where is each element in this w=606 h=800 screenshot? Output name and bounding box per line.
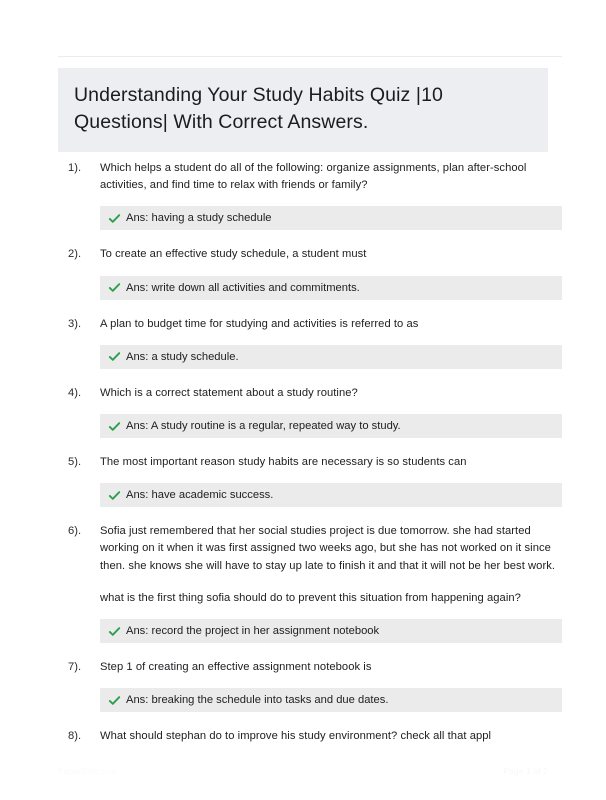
- answer-bar: [100, 276, 562, 300]
- answer-text: Ans: breaking the schedule into tasks and due dates.: [126, 694, 389, 707]
- answer-bar: [100, 688, 562, 712]
- question-text: A plan to budget time for studying and activities is referred to as: [100, 317, 419, 330]
- question-number: 5).: [68, 456, 82, 469]
- answer-bar: [100, 414, 562, 438]
- question-number: 4).: [68, 386, 82, 399]
- question-item: [0, 160, 606, 230]
- check-icon: [108, 212, 121, 225]
- question-item: [0, 385, 606, 438]
- answer-text: Ans: write down all activities and commitments.: [126, 281, 360, 294]
- question-text: Sofia just remembered that her social studies project is due tomorrow. she had started working on it when it was first assigned two weeks ago, but she has not worked on it since then. she knows she will have to stay up late to finish it and that it will not be her best work.: [100, 525, 556, 572]
- document-title-block: [58, 68, 548, 152]
- answer-bar: [100, 619, 562, 643]
- question-item: [0, 728, 606, 745]
- question-item: [0, 454, 606, 507]
- question-body: [100, 316, 562, 369]
- header-divider: [58, 56, 562, 57]
- question-text: What should stephan do to improve his study environment? check all that appl: [100, 730, 492, 743]
- answer-text: Ans: having a study schedule: [126, 212, 272, 225]
- question-number: 8).: [68, 730, 82, 743]
- question-number: 7).: [68, 661, 82, 674]
- footer-page-number: Page 1 of 2: [503, 766, 548, 776]
- question-text: Which is a correct statement about a study routine?: [100, 386, 358, 399]
- question-body: [100, 454, 562, 507]
- question-text: Step 1 of creating an effective assignment notebook is: [100, 661, 372, 674]
- answer-bar: [100, 483, 562, 507]
- question-list: [0, 160, 606, 761]
- page-footer: [58, 766, 548, 776]
- question-text: what is the first thing sofia should do to prevent this situation from happening again?: [100, 591, 521, 604]
- check-icon: [108, 694, 121, 707]
- question-number: 3).: [68, 317, 82, 330]
- answer-text: Ans: have academic success.: [126, 489, 274, 502]
- question-body: [100, 385, 562, 438]
- answer-text: Ans: record the project in her assignment notebook: [126, 625, 380, 638]
- question-body: [100, 160, 562, 230]
- question-body: [100, 246, 562, 299]
- question-text: The most important reason study habits are necessary is so students can: [100, 456, 467, 469]
- answer-bar: [100, 206, 562, 230]
- answer-bar: [100, 345, 562, 369]
- check-icon: [108, 350, 121, 363]
- question-item: [0, 523, 606, 643]
- question-body: [100, 523, 562, 643]
- question-body: [100, 659, 562, 712]
- question-item: [0, 659, 606, 712]
- answer-text: Ans: A study routine is a regular, repeated way to study.: [126, 420, 401, 433]
- question-number: 1).: [68, 162, 82, 174]
- question-item: [0, 246, 606, 299]
- check-icon: [108, 625, 121, 638]
- question-text: To create an effective study schedule, a student must: [100, 248, 367, 261]
- question-item: [0, 316, 606, 369]
- question-number: 2).: [68, 248, 82, 261]
- footer-watermark: PaperStlic.com: [58, 766, 117, 776]
- check-icon: [108, 489, 121, 502]
- check-icon: [108, 420, 121, 433]
- answer-text: Ans: a study schedule.: [126, 350, 239, 363]
- question-text: Which helps a student do all of the following: organize assignments, plan after-school activities, and find time to relax with friends or family?: [100, 162, 527, 192]
- check-icon: [108, 281, 121, 294]
- question-number: 6).: [68, 525, 82, 538]
- page-title: Understanding Your Study Habits Quiz |10 Questions| With Correct Answers.: [74, 84, 443, 133]
- question-body: [100, 728, 562, 745]
